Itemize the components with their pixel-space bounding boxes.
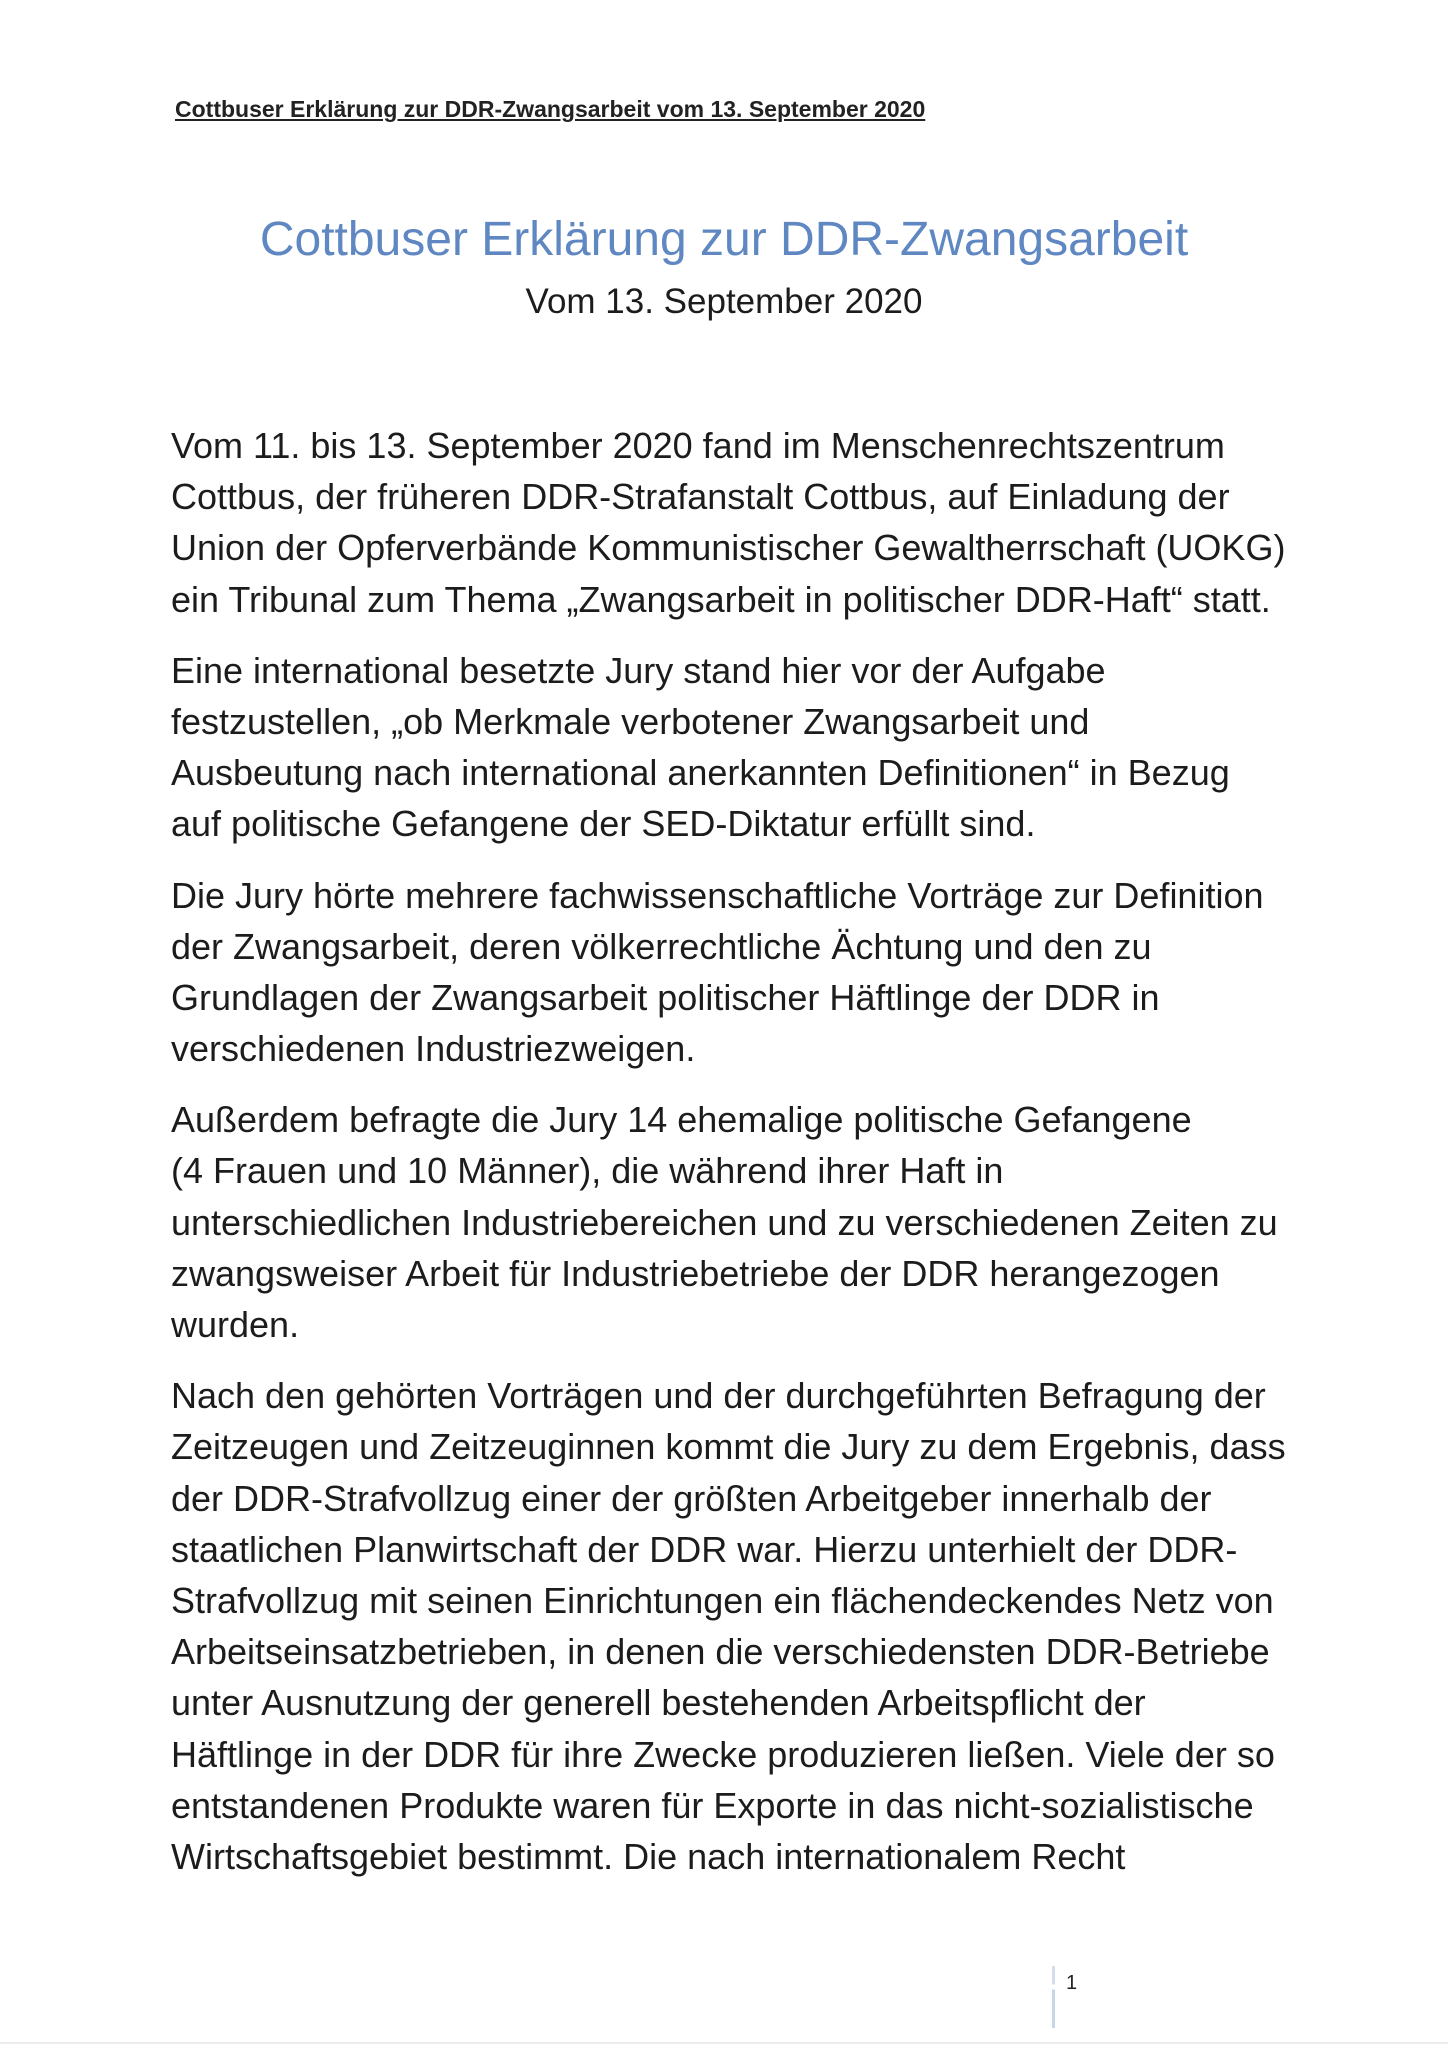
page-bottom-edge <box>0 2042 1448 2044</box>
text-line: (4 Frauen und 10 Männer), die während ihrer Haft in <box>171 1150 1004 1192</box>
running-header: Cottbuser Erklärung zur DDR-Zwangsarbeit vom 13. September 2020 <box>175 96 926 122</box>
paragraph-5 <box>171 1370 1351 1882</box>
paragraph-2 <box>171 645 1351 850</box>
paragraph-4 <box>171 1094 1351 1350</box>
text-line: Die Jury hörte mehrere fachwissenschaftliche Vorträge zur Definition <box>171 874 1264 916</box>
text-line: auf politische Gefangene der SED-Diktatur erfüllt sind. <box>171 803 1036 845</box>
text-line: Zeitzeugen und Zeitzeuginnen kommt die Jury zu dem Ergebnis, dass <box>171 1426 1286 1468</box>
document-subtitle: Vom 13. September 2020 <box>525 282 923 321</box>
document-title: Cottbuser Erklärung zur DDR-Zwangsarbeit <box>259 213 1189 266</box>
text-line: unterschiedlichen Industriebereichen und zu verschiedenen Zeiten zu <box>171 1201 1278 1243</box>
text-line: wurden. <box>171 1304 300 1345</box>
text-line: entstandenen Produkte waren für Exporte in das nicht-sozialistische <box>171 1784 1254 1826</box>
text-line: verschiedenen Industriezweigen. <box>171 1028 696 1070</box>
text-line: Union der Opferverbände Kommunistischer Gewaltherrschaft (UOKG) <box>171 527 1286 569</box>
text-line: zwangsweiser Arbeit für Industriebetriebe der DDR herangezogen <box>171 1252 1220 1294</box>
text-line: Strafvollzug mit seinen Einrichtungen ein flächendeckendes Netz von <box>171 1579 1274 1621</box>
text-line: Wirtschaftsgebiet bestimmt. Die nach internationalem Recht <box>171 1835 1126 1877</box>
page-number: 1 <box>1066 1972 1078 1994</box>
text-line: Cottbus, der früheren DDR-Strafanstalt Cottbus, auf Einladung der <box>171 476 1230 518</box>
text-line: Außerdem befragte die Jury 14 ehemalige politische Gefangene <box>171 1099 1192 1141</box>
document-body <box>171 420 1351 1902</box>
text-line: Ausbeutung nach international anerkannten Definitionen“ in Bezug <box>171 752 1230 794</box>
text-line: Häftlinge in der DDR für ihre Zwecke produzieren ließen. Viele der so <box>171 1733 1275 1775</box>
text-line: Grundlagen der Zwangsarbeit politischer Häftlinge der DDR in <box>171 976 1160 1018</box>
text-line: ein Tribunal zum Thema „Zwangsarbeit in politischer DDR-Haft“ statt. <box>171 578 1271 620</box>
text-line: der Zwangsarbeit, deren völkerrechtliche Ächtung und den zu <box>171 925 1152 967</box>
text-line: festzustellen, „ob Merkmale verbotener Zwangsarbeit und <box>171 700 1090 742</box>
text-line: Vom 11. bis 13. September 2020 fand im Menschenrechtszentrum <box>171 425 1225 466</box>
text-line: unter Ausnutzung der generell bestehenden Arbeitspflicht der <box>171 1682 1146 1724</box>
text-line: Eine international besetzte Jury stand hier vor der Aufgabe <box>171 649 1106 691</box>
text-line: Arbeitseinsatzbetrieben, in denen die verschiedensten DDR-Betriebe <box>171 1631 1270 1673</box>
text-line: staatlichen Planwirtschaft der DDR war. Hierzu unterhielt der DDR- <box>171 1528 1238 1570</box>
paragraph-3 <box>171 870 1351 1075</box>
scan-mark <box>1052 1966 1055 2028</box>
text-line: Nach den gehörten Vorträgen und der durchgeführten Befragung der <box>171 1375 1266 1417</box>
text-line: der DDR-Strafvollzug einer der größten Arbeitgeber innerhalb der <box>171 1477 1212 1519</box>
paragraph-1 <box>171 420 1351 625</box>
